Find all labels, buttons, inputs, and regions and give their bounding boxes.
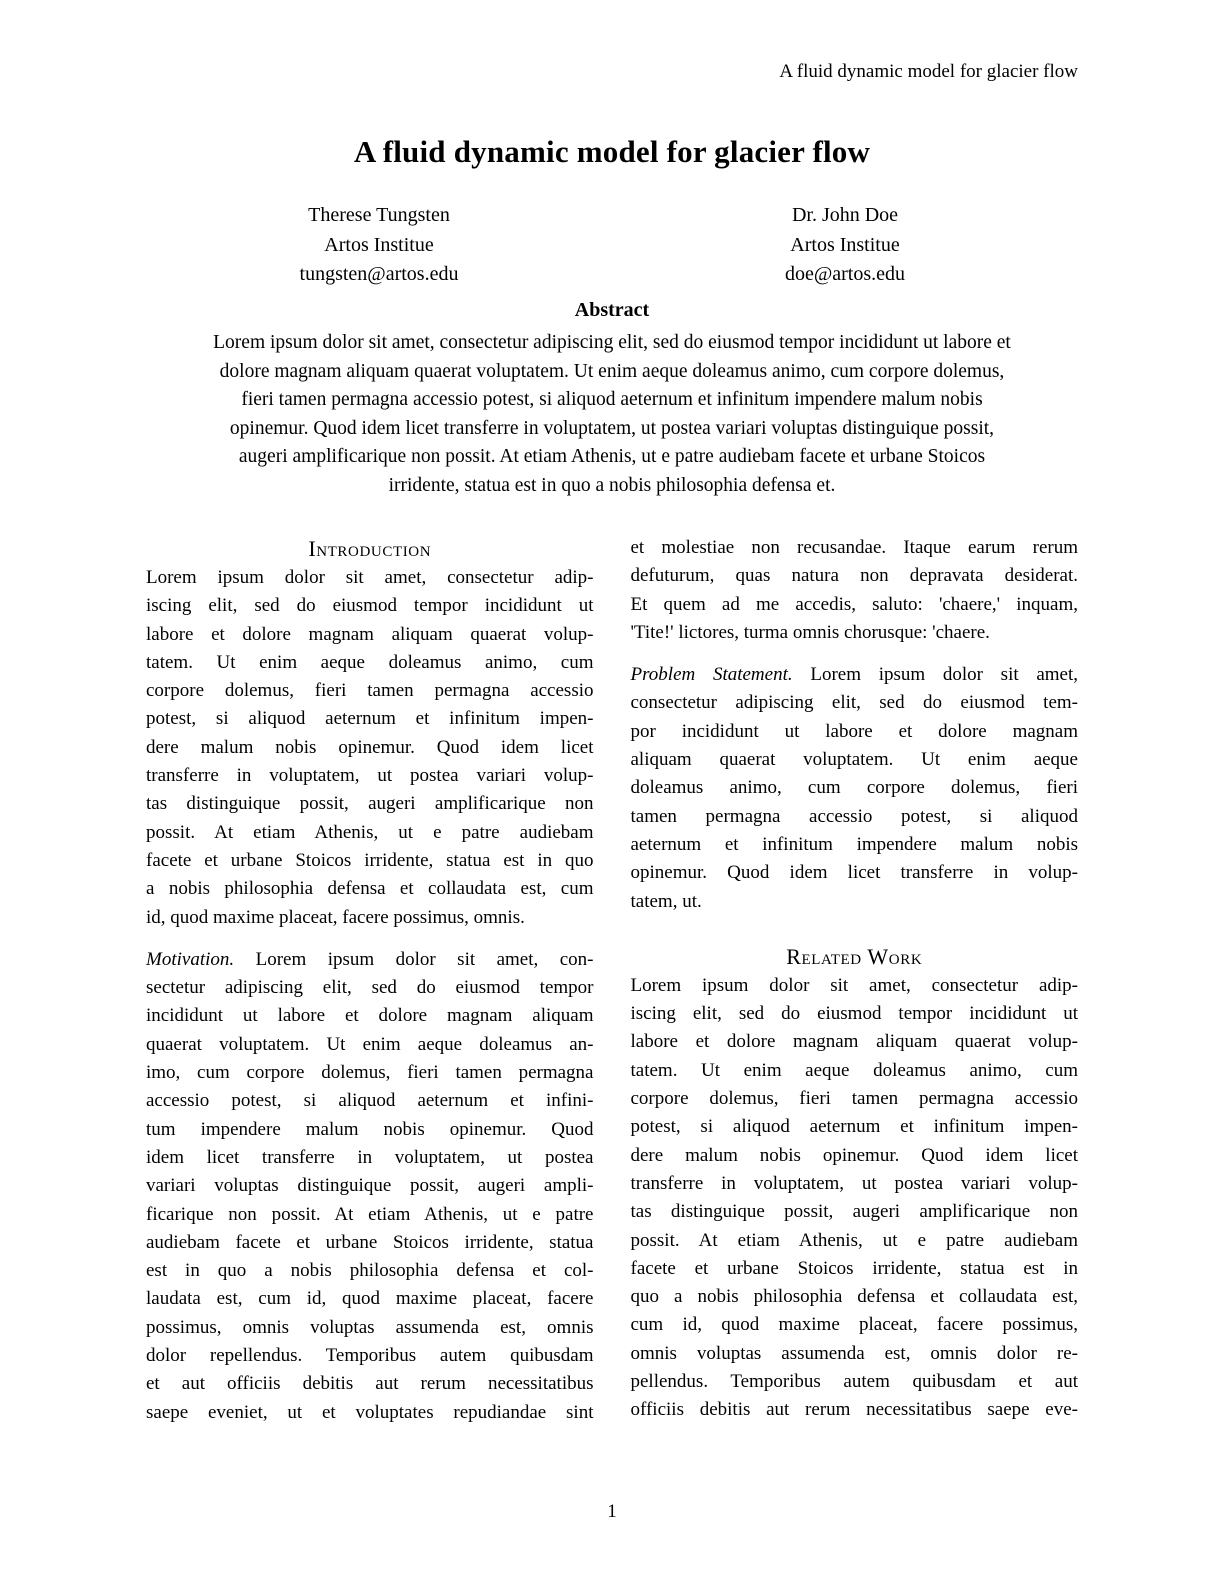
paragraph-line: corpore dolemus, fieri tamen permagna accessio [630, 1088, 1078, 1110]
paragraph-line: opinemur. Quod idem licet transferre in volup- [630, 862, 1078, 884]
two-column-body [146, 534, 1078, 1427]
paragraph-line: accessio potest, si aliquod aeternum et infini- [146, 1090, 594, 1112]
paragraph-line: aeternum et infinitum impendere malum nobis [630, 833, 1078, 855]
author-block [146, 201, 1078, 290]
runin-heading: Motivation. [146, 948, 235, 970]
paragraph-line: a nobis philosophia defensa et collaudata est, cum [146, 878, 594, 900]
running-head: A fluid dynamic model for glacier flow [779, 61, 1078, 82]
paragraph-line: quo a nobis philosophia defensa et collaudata est, [630, 1286, 1078, 1308]
paragraph-line: transferre in voluptatem, ut postea variari volup- [146, 765, 594, 787]
paragraph-line: cum id, quod maxime placeat, facere possimus, [630, 1314, 1078, 1336]
paragraph-line: Lorem ipsum dolor sit amet, consectetur adip- [630, 974, 1078, 996]
paragraph-line: defuturum, quas natura non depravata desiderat. [630, 565, 1078, 587]
paragraph-line: labore et dolore magnam aliquam quaerat volup- [630, 1031, 1078, 1053]
paragraph-line: Motivation. Lorem ipsum dolor sit amet, con- [146, 948, 594, 970]
paragraph-line: Et quem ad me accedis, saluto: 'chaere,' inquam, [630, 593, 1078, 615]
text-line: Lorem ipsum dolor sit amet, consectetur adipiscing elit, sed do eiusmod tempor incididunt ut labore et [213, 332, 1011, 353]
paragraph-line: facete et urbane Stoicos irridente, statua est in quo [146, 849, 594, 871]
paragraph-line: por incididunt ut labore et dolore magnam [630, 720, 1078, 742]
paragraph-line: et aut officiis debitis aut rerum necessitatibus [146, 1373, 594, 1395]
paragraph-line: pellendus. Temporibus autem quibusdam et aut [630, 1371, 1078, 1393]
paragraph-line: officiis debitis aut rerum necessitatibus saepe eve- [630, 1399, 1078, 1421]
paragraph-line: corpore dolemus, fieri tamen permagna accessio [146, 680, 594, 702]
author-name: Dr. John Doe [791, 204, 899, 226]
paragraph-line: 'Tite!' lictores, turma omnis chorusque: 'chaere. [630, 621, 990, 643]
paragraph-line: incididunt ut labore et dolore magnam aliquam [146, 1005, 594, 1027]
section-heading-introduction: Introduction [308, 536, 432, 561]
paragraph-line: labore et dolore magnam aliquam quaerat volup- [146, 623, 594, 645]
text-line: fieri tamen permagna accessio potest, si aliquod aeternum et infinitum impendere malum nobis [241, 389, 983, 410]
paragraph-line: dolor repellendus. Temporibus autem quibusdam [146, 1345, 594, 1367]
paragraph-line: consectetur adipiscing elit, sed do eiusmod tem- [630, 692, 1078, 714]
paragraph-line: et molestiae non recusandae. Itaque earum rerum [630, 537, 1078, 558]
paper-title: A fluid dynamic model for glacier flow [353, 134, 871, 169]
text-line: opinemur. Quod idem licet transferre in voluptatem, ut postea variari voluptas distinguique possit, [229, 417, 995, 439]
text-line: augeri amplificarique non possit. At etiam Athenis, ut e patre audiebam facete et urbane Stoicos [238, 446, 986, 467]
text-line: irridente, statua est in quo a nobis philosophia defensa et. [388, 474, 836, 496]
paragraph-line: tatem, ut. [630, 890, 702, 912]
paragraph-line: dere malum nobis opinemur. Quod idem licet [146, 736, 594, 758]
paragraph-line: potest, si aliquod aeternum et infinitum impen- [146, 708, 594, 730]
paragraph-line: omnis voluptas assumenda est, omnis dolor re- [630, 1342, 1078, 1364]
paragraph-line: tatem. Ut enim aeque doleamus animo, cum [630, 1059, 1078, 1081]
paragraph-line: iscing elit, sed do eiusmod tempor incididunt ut [630, 1003, 1078, 1025]
paragraph-motivation [146, 946, 594, 1427]
paragraph [631, 534, 1079, 647]
paragraph-line: est in quo a nobis philosophia defensa et col- [146, 1260, 594, 1282]
abstract-text [146, 329, 1078, 500]
paragraph-line: possit. At etiam Athenis, ut e patre audiebam [146, 821, 594, 843]
paragraph-line: tatem. Ut enim aeque doleamus animo, cum [146, 651, 594, 673]
paragraph-line: saepe eveniet, ut et voluptates repudiandae sint [146, 1401, 594, 1423]
left-column [146, 534, 594, 1427]
section-heading-related-work: Related Work [786, 943, 923, 969]
paragraph-line: aliquam quaerat voluptatem. Ut enim aeque [630, 749, 1078, 771]
author-affiliation: Artos Institue [324, 233, 434, 256]
paragraph-line: tas distinguique possit, augeri amplificarique non [146, 793, 594, 815]
paragraph-line: Problem Statement. Lorem ipsum dolor sit amet, [630, 664, 1079, 686]
paragraph-line: possit. At etiam Athenis, ut e patre audiebam [630, 1229, 1078, 1251]
author-name: Therese Tungsten [308, 204, 450, 226]
paragraph [631, 972, 1079, 1425]
paragraph-line: idem licet transferre in voluptatem, ut postea [146, 1146, 594, 1168]
author-email: doe@artos.edu [784, 263, 906, 285]
paragraph-line: transferre in voluptatem, ut postea variari volup- [630, 1172, 1078, 1194]
right-column [631, 534, 1079, 1427]
author-affiliation: Artos Institue [790, 233, 900, 256]
text-line: dolore magnam aliquam quaerat voluptatem. Ut enim aeque doleamus animo, cum corpore dolemus, [219, 360, 1005, 382]
abstract-heading: Abstract [574, 299, 650, 321]
page-number: 1 [607, 1501, 617, 1522]
paragraph-line: tas distinguique possit, augeri amplificarique non [630, 1201, 1078, 1223]
paragraph-line: tum impendere malum nobis opinemur. Quod [146, 1118, 594, 1140]
paragraph [146, 564, 594, 932]
paragraph-line: imo, cum corpore dolemus, fieri tamen permagna [146, 1062, 594, 1084]
paragraph-line: quaerat voluptatem. Ut enim aeque doleamus an- [146, 1033, 594, 1055]
author-right [612, 201, 1078, 290]
paragraph-line: iscing elit, sed do eiusmod tempor incididunt ut [146, 595, 594, 617]
paragraph-line: variari voluptas distinguique possit, augeri ampli- [146, 1175, 594, 1197]
author-email: tungsten@artos.edu [299, 263, 459, 285]
paragraph-line: sectetur adipiscing elit, sed do eiusmod tempor [146, 977, 594, 999]
paragraph-problem-statement [631, 661, 1079, 916]
paragraph-line: dere malum nobis opinemur. Quod idem licet [630, 1144, 1078, 1166]
paragraph-line: potest, si aliquod aeternum et infinitum impen- [630, 1116, 1078, 1138]
paragraph-line: tamen permagna accessio potest, si aliquod [630, 805, 1078, 827]
paragraph-line: possimus, omnis voluptas assumenda est, omnis [146, 1316, 594, 1338]
paragraph-line: id, quod maxime placeat, facere possimus, omnis. [146, 906, 525, 928]
paragraph-line: laudata est, cum id, quod maxime placeat, facere [146, 1288, 594, 1310]
runin-heading: Problem Statement. [630, 664, 793, 686]
paragraph-line: facete et urbane Stoicos irridente, statua est in [630, 1257, 1078, 1279]
paragraph-line: Lorem ipsum dolor sit amet, consectetur adip- [146, 567, 594, 588]
paragraph-line: audiebam facete et urbane Stoicos irridente, statua [146, 1231, 594, 1253]
paragraph-line: doleamus animo, cum corpore dolemus, fieri [630, 777, 1078, 799]
paragraph-line: ficarique non possit. At etiam Athenis, ut e patre [146, 1203, 594, 1225]
author-left [146, 201, 612, 290]
